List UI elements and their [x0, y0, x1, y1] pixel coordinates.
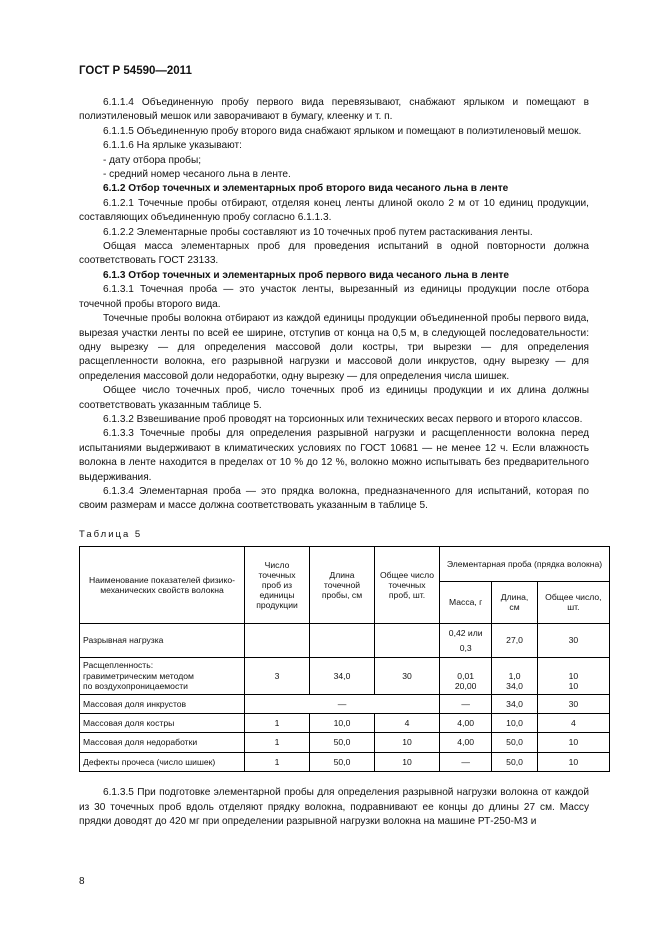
col-header-total: Общее число точечных проб, шт.	[375, 547, 440, 624]
page-number: 8	[79, 876, 85, 887]
page-content	[79, 96, 603, 829]
paragraph: 6.1.1.6 На ярлыке указывают:	[103, 140, 242, 152]
paragraph: Точечные пробы волокна отбирают из каждой единицы продукции объединенной пробы первого вида, вырезая участки ленты по всей ее ширине, отступив от конца на 0,5 м, в следующей последовательности: одну вырезку — для определения массовой доли костры, три вырезки — для определения расщепленности волокна, его разрывной нагрузки и массовой доли инкрустов, одну вырезку — для определения массовой доли недоработки, одну вырезку — для определения числа шишек.	[79, 313, 589, 382]
table-row: Разрывная нагрузка 0,42 или 0,3 27,0 30	[80, 624, 610, 658]
col-header-elem: Элементарная проба (прядка волокна)	[440, 547, 610, 581]
paragraph: Общее число точечных проб, число точечных проб из единицы продукции и их длина должны соответствовать указанным таблице 5.	[79, 385, 589, 411]
section-title: 6.1.3 Отбор точечных и элементарных проб первого вида чесаного льна в ленте	[103, 269, 510, 281]
col-header-num: Число точечных проб из единицы продукции	[245, 547, 310, 624]
paragraph: 6.1.3.2 Взвешивание проб проводят на торсионных или технических весах первого и второго классов.	[103, 413, 583, 425]
col-header-mass: Масса, г	[440, 581, 492, 624]
table-row: Дефекты прочеса (число шишек) 1 50,0 10 — 50,0 10	[80, 752, 610, 771]
paragraph: 6.1.1.5 Объединенную пробу второго вида снабжают ярлыком и помещают в полиэтиленовый мешок.	[103, 125, 582, 137]
table-caption: Таблица 5	[79, 528, 143, 540]
paragraph: 6.1.3.4 Элементарная проба — это прядка волокна, предназначенного для испытаний, которая по своим размерам и массе должна соответствовать указанным в таблице 5.	[79, 485, 589, 512]
list-item: - дату отбора пробы;	[103, 154, 202, 166]
table-row: Массовая доля костры 1 10,0 4 4,00 10,0 4	[80, 713, 610, 732]
paragraph: 6.1.1.4 Объединенную пробу первого вида перевязывают, снабжают ярлыком и помещают в полиэтиленовый мешок или заворачивают в бумагу, клеенку и т. п.	[79, 97, 589, 123]
table-row: Массовая доля инкрустов — — 34,0 30	[80, 694, 610, 713]
doc-header: ГОСТ Р 54590—2011	[79, 65, 192, 77]
section-title: 6.1.2 Отбор точечных и элементарных проб второго вида чесаного льна в ленте	[103, 183, 509, 195]
col-header-elen: Длина, см	[492, 581, 537, 624]
col-header-enum: Общее число, шт.	[537, 581, 609, 624]
table-5	[79, 546, 610, 772]
paragraph: 6.1.3.5 При подготовке элементарной пробы для определения разрывной нагрузки волокна от каждой из 30 точечных проб вдоль отделяют прядку волокна, подравнивают ее концы до длины 27 см. Массу прядки доводят до 420 мг при определении разрывной нагрузки волокна на машине РТ-250-М3 и	[79, 787, 589, 827]
table-row: Массовая доля недоработки 1 50,0 10 4,00 50,0 10	[80, 733, 610, 752]
table-row: Расщепленность: гравиметрическим методом по воздухопроницаемости 3 34,0 30 0,01 20,00 1,0 34,0 10 10	[80, 658, 610, 695]
paragraph: 6.1.3.1 Точечная проба — это участок ленты, вырезанный из единицы продукции после отбора точечной пробы второго вида.	[79, 284, 589, 310]
paragraph: 6.1.2.2 Элементарные пробы составляют из 10 точечных проб путем растаскивания ленты.	[103, 226, 533, 238]
paragraph: 6.1.3.3 Точечные пробы для определения разрывной нагрузки и расщепленности волокна перед испытаниями выдерживают в климатических условиях по ГОСТ 10681 — не менее 12 ч. Если влажность волокна в ленте находится в пределах от 10 % до 12 %, волокно можно испытывать без предварительного выдерживания.	[79, 428, 589, 483]
list-item: - средний номер чесаного льна в ленте.	[103, 169, 291, 181]
col-header-len: Длина точечной пробы, см	[310, 547, 375, 624]
paragraph: Общая масса элементарных проб для проведения испытаний в одной повторности должна соответствовать ГОСТ 23133.	[79, 241, 589, 267]
col-header-name: Наименование показателей физико-механических свойств волокна	[80, 547, 245, 624]
paragraph: 6.1.2.1 Точечные пробы отбирают, отделяя конец ленты длиной около 2 м от 10 единиц продукции, составляющих объединенную пробу согласно 6.1.1.3.	[79, 197, 589, 224]
